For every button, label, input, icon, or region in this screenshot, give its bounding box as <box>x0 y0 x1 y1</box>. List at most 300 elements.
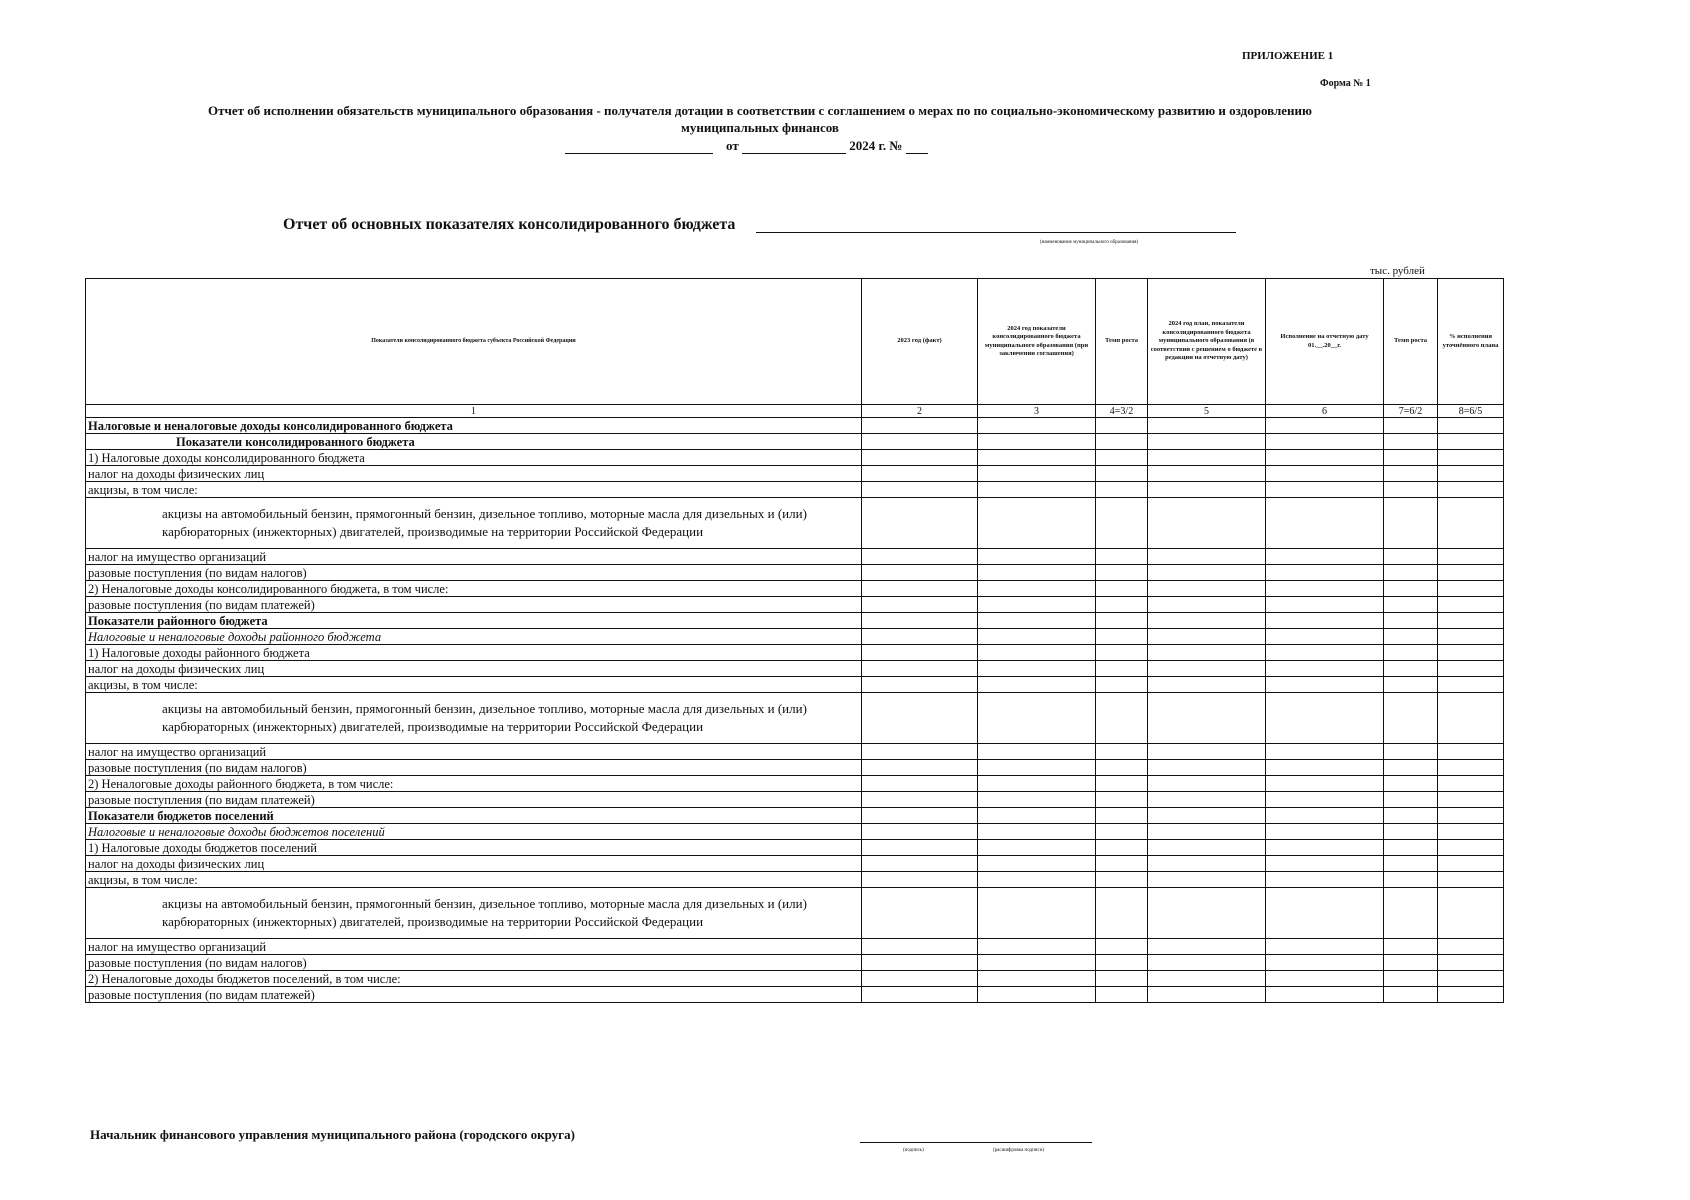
table-row <box>86 744 1504 760</box>
value-cell[interactable] <box>1148 971 1266 987</box>
row-label: разовые поступления (по видам налогов) <box>86 565 862 581</box>
value-cell[interactable] <box>1096 693 1148 744</box>
report-heading: Отчет об основных показателях консолидированного бюджета <box>283 216 736 233</box>
value-cell[interactable] <box>978 549 1096 565</box>
table-row <box>86 987 1504 1003</box>
value-cell[interactable] <box>978 939 1096 955</box>
value-cell[interactable] <box>1266 434 1384 450</box>
value-cell[interactable] <box>1266 645 1384 661</box>
value-cell[interactable] <box>1096 597 1148 613</box>
appendix-label: ПРИЛОЖЕНИЕ 1 <box>1242 50 1334 62</box>
row-label: налог на доходы физических лиц <box>86 661 862 677</box>
table-body <box>86 418 1504 1003</box>
row-label: 1) Налоговые доходы консолидированного бюджета <box>86 450 862 466</box>
row-label: 2) Неналоговые доходы районного бюджета, в том числе: <box>86 776 862 792</box>
row-label: разовые поступления (по видам налогов) <box>86 955 862 971</box>
table-row <box>86 418 1504 434</box>
value-cell[interactable] <box>1096 987 1148 1003</box>
value-cell[interactable] <box>862 482 978 498</box>
value-cell[interactable] <box>1438 629 1504 645</box>
value-cell[interactable] <box>1438 549 1504 565</box>
value-cell[interactable] <box>1148 482 1266 498</box>
value-cell[interactable] <box>1384 565 1438 581</box>
value-cell[interactable] <box>978 434 1096 450</box>
value-cell[interactable] <box>978 677 1096 693</box>
table-row <box>86 824 1504 840</box>
value-cell[interactable] <box>978 482 1096 498</box>
value-cell[interactable] <box>1096 498 1148 549</box>
table-row <box>86 856 1504 872</box>
from-label: от <box>726 138 739 153</box>
document-title-continued: муниципальных финансов <box>681 120 839 135</box>
value-cell[interactable] <box>1438 645 1504 661</box>
table-row <box>86 693 1504 744</box>
value-cell[interactable] <box>862 450 978 466</box>
value-cell[interactable] <box>1266 466 1384 482</box>
value-cell[interactable] <box>1384 987 1438 1003</box>
value-cell[interactable] <box>1384 776 1438 792</box>
column-number: 1 <box>86 405 862 418</box>
value-cell[interactable] <box>978 987 1096 1003</box>
signature-caption: (подпись) <box>903 1148 924 1153</box>
row-label: 2) Неналоговые доходы бюджетов поселений, в том числе: <box>86 971 862 987</box>
row-label: 1) Налоговые доходы бюджетов поселений <box>86 840 862 856</box>
value-cell[interactable] <box>1266 693 1384 744</box>
value-cell[interactable] <box>1096 418 1148 434</box>
row-label: 1) Налоговые доходы районного бюджета <box>86 645 862 661</box>
value-cell[interactable] <box>1148 888 1266 939</box>
value-cell[interactable] <box>862 498 978 549</box>
row-label: налог на имущество организаций <box>86 549 862 565</box>
value-cell[interactable] <box>1096 840 1148 856</box>
table-row <box>86 776 1504 792</box>
value-cell[interactable] <box>978 613 1096 629</box>
value-cell[interactable] <box>1438 971 1504 987</box>
value-cell[interactable] <box>978 792 1096 808</box>
value-cell[interactable] <box>1384 792 1438 808</box>
row-label: налог на имущество организаций <box>86 939 862 955</box>
value-cell[interactable] <box>1266 888 1384 939</box>
form-number: Форма № 1 <box>1320 78 1371 89</box>
value-cell[interactable] <box>1438 450 1504 466</box>
table-row <box>86 466 1504 482</box>
value-cell[interactable] <box>978 565 1096 581</box>
value-cell[interactable] <box>1384 955 1438 971</box>
value-cell[interactable] <box>1148 549 1266 565</box>
value-cell[interactable] <box>1384 939 1438 955</box>
value-cell[interactable] <box>1384 661 1438 677</box>
value-cell[interactable] <box>1096 792 1148 808</box>
value-cell[interactable] <box>1148 939 1266 955</box>
value-cell[interactable] <box>1096 645 1148 661</box>
value-cell[interactable] <box>1266 939 1384 955</box>
value-cell[interactable] <box>1148 466 1266 482</box>
table-header-row <box>86 279 1504 405</box>
table-row <box>86 971 1504 987</box>
value-cell[interactable] <box>1266 808 1384 824</box>
value-cell[interactable] <box>862 549 978 565</box>
table-row <box>86 645 1504 661</box>
row-label: разовые поступления (по видам платежей) <box>86 987 862 1003</box>
column-header: 2024 год план, показатели консолидированного бюджета муниципального образования (в соответствии с решением о бюджете в редакции на отчетную дату) <box>1148 279 1266 405</box>
value-cell[interactable] <box>1438 466 1504 482</box>
value-cell[interactable] <box>1148 613 1266 629</box>
value-cell[interactable] <box>1096 482 1148 498</box>
value-cell[interactable] <box>1384 824 1438 840</box>
value-cell[interactable] <box>1266 565 1384 581</box>
value-cell[interactable] <box>1096 888 1148 939</box>
table-row <box>86 629 1504 645</box>
value-cell[interactable] <box>978 888 1096 939</box>
value-cell[interactable] <box>1266 971 1384 987</box>
value-cell[interactable] <box>1438 856 1504 872</box>
value-cell[interactable] <box>1096 450 1148 466</box>
value-cell[interactable] <box>1148 418 1266 434</box>
value-cell[interactable] <box>862 645 978 661</box>
value-cell[interactable] <box>1148 581 1266 597</box>
value-cell[interactable] <box>978 971 1096 987</box>
value-cell[interactable] <box>1266 760 1384 776</box>
value-cell[interactable] <box>1096 939 1148 955</box>
value-cell[interactable] <box>1148 645 1266 661</box>
row-label: Налоговые и неналоговые доходы консолидированного бюджета <box>86 418 862 434</box>
table-row <box>86 581 1504 597</box>
row-label: разовые поступления (по видам платежей) <box>86 597 862 613</box>
value-cell[interactable] <box>1148 824 1266 840</box>
from-blank <box>742 141 846 154</box>
value-cell[interactable] <box>1438 808 1504 824</box>
value-cell[interactable] <box>862 661 978 677</box>
value-cell[interactable] <box>1096 808 1148 824</box>
column-number: 3 <box>978 405 1096 418</box>
row-label: налог на имущество организаций <box>86 744 862 760</box>
value-cell[interactable] <box>978 498 1096 549</box>
value-cell[interactable] <box>1384 677 1438 693</box>
value-cell[interactable] <box>1148 661 1266 677</box>
table-row <box>86 939 1504 955</box>
value-cell[interactable] <box>862 418 978 434</box>
table-row <box>86 661 1504 677</box>
value-cell[interactable] <box>1384 840 1438 856</box>
value-cell[interactable] <box>1266 744 1384 760</box>
value-cell[interactable] <box>1266 613 1384 629</box>
value-cell[interactable] <box>862 939 978 955</box>
value-cell[interactable] <box>862 840 978 856</box>
value-cell[interactable] <box>1266 677 1384 693</box>
value-cell[interactable] <box>1438 418 1504 434</box>
value-cell[interactable] <box>1148 498 1266 549</box>
value-cell[interactable] <box>1384 888 1438 939</box>
value-cell[interactable] <box>1384 466 1438 482</box>
table-row <box>86 450 1504 466</box>
column-number: 7=6/2 <box>1384 405 1438 418</box>
value-cell[interactable] <box>862 987 978 1003</box>
value-cell[interactable] <box>1148 597 1266 613</box>
value-cell[interactable] <box>862 792 978 808</box>
row-label: Показатели бюджетов поселений <box>86 808 862 824</box>
table-row <box>86 760 1504 776</box>
value-cell[interactable] <box>1438 434 1504 450</box>
value-cell[interactable] <box>1148 840 1266 856</box>
municipality-caption: (наименование муниципального образования) <box>1040 240 1139 245</box>
column-header: Исполнение на отчетную дату 01.__.20__г. <box>1266 279 1384 405</box>
document-title: Отчет об исполнении обязательств муниципального образования - получателя дотации в соответствии с соглашением о мерах по по социально-экономическому развитию и оздоровлению <box>208 103 1312 118</box>
table-row <box>86 792 1504 808</box>
value-cell[interactable] <box>1438 581 1504 597</box>
value-cell[interactable] <box>978 661 1096 677</box>
table-row <box>86 565 1504 581</box>
value-cell[interactable] <box>862 629 978 645</box>
value-cell[interactable] <box>1438 776 1504 792</box>
value-cell[interactable] <box>1438 888 1504 939</box>
value-cell[interactable] <box>1384 971 1438 987</box>
value-cell[interactable] <box>978 645 1096 661</box>
value-cell[interactable] <box>978 840 1096 856</box>
value-cell[interactable] <box>1266 840 1384 856</box>
value-cell[interactable] <box>1384 450 1438 466</box>
value-cell[interactable] <box>978 760 1096 776</box>
value-cell[interactable] <box>1148 776 1266 792</box>
value-cell[interactable] <box>862 971 978 987</box>
signature-line <box>860 1142 1092 1143</box>
value-cell[interactable] <box>1266 581 1384 597</box>
value-cell[interactable] <box>1384 581 1438 597</box>
value-cell[interactable] <box>862 434 978 450</box>
column-number: 6 <box>1266 405 1384 418</box>
row-label: разовые поступления (по видам платежей) <box>86 792 862 808</box>
value-cell[interactable] <box>862 776 978 792</box>
value-cell[interactable] <box>1438 987 1504 1003</box>
column-number: 5 <box>1148 405 1266 418</box>
value-cell[interactable] <box>1266 450 1384 466</box>
value-cell[interactable] <box>862 955 978 971</box>
value-cell[interactable] <box>978 744 1096 760</box>
value-cell[interactable] <box>1096 549 1148 565</box>
value-cell[interactable] <box>1438 693 1504 744</box>
value-cell[interactable] <box>978 581 1096 597</box>
value-cell[interactable] <box>1096 581 1148 597</box>
row-label: акцизы на автомобильный бензин, прямогонный бензин, дизельное топливо, моторные масла для дизельных и (или) карбюраторных (инжекторных) двигателей, производимые на территории Российской Федерации <box>86 693 862 744</box>
value-cell[interactable] <box>1438 613 1504 629</box>
value-cell[interactable] <box>978 693 1096 744</box>
value-cell[interactable] <box>1148 693 1266 744</box>
value-cell[interactable] <box>1266 629 1384 645</box>
value-cell[interactable] <box>1384 597 1438 613</box>
value-cell[interactable] <box>1384 693 1438 744</box>
value-cell[interactable] <box>1384 418 1438 434</box>
value-cell[interactable] <box>862 581 978 597</box>
row-label: налог на доходы физических лиц <box>86 466 862 482</box>
value-cell[interactable] <box>978 418 1096 434</box>
year-label: 2024 г. № <box>849 138 903 153</box>
value-cell[interactable] <box>1148 565 1266 581</box>
value-cell[interactable] <box>1096 856 1148 872</box>
value-cell[interactable] <box>1096 434 1148 450</box>
report-table <box>85 278 1504 1003</box>
value-cell[interactable] <box>1438 939 1504 955</box>
value-cell[interactable] <box>1096 776 1148 792</box>
value-cell[interactable] <box>1148 955 1266 971</box>
value-cell[interactable] <box>862 760 978 776</box>
value-cell[interactable] <box>978 629 1096 645</box>
value-cell[interactable] <box>862 565 978 581</box>
value-cell[interactable] <box>862 824 978 840</box>
row-label: разовые поступления (по видам налогов) <box>86 760 862 776</box>
value-cell[interactable] <box>862 613 978 629</box>
value-cell[interactable] <box>1148 760 1266 776</box>
value-cell[interactable] <box>1266 776 1384 792</box>
value-cell[interactable] <box>1384 482 1438 498</box>
value-cell[interactable] <box>978 872 1096 888</box>
value-cell[interactable] <box>978 466 1096 482</box>
table-row <box>86 677 1504 693</box>
value-cell[interactable] <box>1096 971 1148 987</box>
table-row <box>86 808 1504 824</box>
value-cell[interactable] <box>1438 792 1504 808</box>
table-row <box>86 549 1504 565</box>
row-label: Налоговые и неналоговые доходы бюджетов поселений <box>86 824 862 840</box>
row-label: налог на доходы физических лиц <box>86 856 862 872</box>
value-cell[interactable] <box>1438 824 1504 840</box>
column-header: Показатели консолидированного бюджета субъекта Российской Федерации <box>86 279 862 405</box>
value-cell[interactable] <box>1148 872 1266 888</box>
value-cell[interactable] <box>1148 450 1266 466</box>
value-cell[interactable] <box>1384 872 1438 888</box>
row-label: 2) Неналоговые доходы консолидированного бюджета, в том числе: <box>86 581 862 597</box>
value-cell[interactable] <box>862 744 978 760</box>
table-row <box>86 597 1504 613</box>
signature-decode-caption: (расшифровка подписи) <box>993 1148 1045 1153</box>
table-row <box>86 955 1504 971</box>
value-cell[interactable] <box>1438 597 1504 613</box>
table-row <box>86 498 1504 549</box>
value-cell[interactable] <box>1148 856 1266 872</box>
table-row <box>86 872 1504 888</box>
value-cell[interactable] <box>1096 466 1148 482</box>
value-cell[interactable] <box>978 955 1096 971</box>
value-cell[interactable] <box>978 824 1096 840</box>
column-header: Темп роста <box>1384 279 1438 405</box>
value-cell[interactable] <box>1266 418 1384 434</box>
value-cell[interactable] <box>1438 744 1504 760</box>
row-label: акцизы на автомобильный бензин, прямогонный бензин, дизельное топливо, моторные масла для дизельных и (или) карбюраторных (инжекторных) двигателей, производимые на территории Российской Федерации <box>86 498 862 549</box>
value-cell[interactable] <box>1384 645 1438 661</box>
column-number: 2 <box>862 405 978 418</box>
value-cell[interactable] <box>978 450 1096 466</box>
value-cell[interactable] <box>862 597 978 613</box>
value-cell[interactable] <box>1384 434 1438 450</box>
value-cell[interactable] <box>862 888 978 939</box>
value-cell[interactable] <box>1148 629 1266 645</box>
column-header: 2024 год показатели консолидированного бюджета муниципального образования (при заключении соглашения) <box>978 279 1096 405</box>
value-cell[interactable] <box>1384 613 1438 629</box>
value-cell[interactable] <box>1266 661 1384 677</box>
value-cell[interactable] <box>1266 955 1384 971</box>
value-cell[interactable] <box>1148 808 1266 824</box>
table-row <box>86 434 1504 450</box>
value-cell[interactable] <box>862 466 978 482</box>
value-cell[interactable] <box>1266 498 1384 549</box>
column-numbers-row <box>86 405 1504 418</box>
value-cell[interactable] <box>1148 792 1266 808</box>
column-header: Темп роста <box>1096 279 1148 405</box>
value-cell[interactable] <box>1266 872 1384 888</box>
value-cell[interactable] <box>1266 482 1384 498</box>
value-cell[interactable] <box>1096 629 1148 645</box>
column-number: 4=3/2 <box>1096 405 1148 418</box>
value-cell[interactable] <box>1384 498 1438 549</box>
value-cell[interactable] <box>978 808 1096 824</box>
value-cell[interactable] <box>1384 744 1438 760</box>
column-header: 2023 год (факт) <box>862 279 978 405</box>
value-cell[interactable] <box>978 597 1096 613</box>
value-cell[interactable] <box>1384 629 1438 645</box>
value-cell[interactable] <box>978 856 1096 872</box>
value-cell[interactable] <box>1266 987 1384 1003</box>
value-cell[interactable] <box>1438 677 1504 693</box>
value-cell[interactable] <box>1438 872 1504 888</box>
value-cell[interactable] <box>1266 597 1384 613</box>
value-cell[interactable] <box>1438 661 1504 677</box>
value-cell[interactable] <box>1438 482 1504 498</box>
value-cell[interactable] <box>862 808 978 824</box>
value-cell[interactable] <box>1438 840 1504 856</box>
row-label: Показатели районного бюджета <box>86 613 862 629</box>
value-cell[interactable] <box>1438 498 1504 549</box>
table-row <box>86 613 1504 629</box>
table-row <box>86 888 1504 939</box>
value-cell[interactable] <box>1096 613 1148 629</box>
value-cell[interactable] <box>1438 565 1504 581</box>
value-cell[interactable] <box>1096 677 1148 693</box>
value-cell[interactable] <box>1384 760 1438 776</box>
value-cell[interactable] <box>1148 987 1266 1003</box>
value-cell[interactable] <box>1266 856 1384 872</box>
value-cell[interactable] <box>1266 549 1384 565</box>
value-cell[interactable] <box>862 872 978 888</box>
value-cell[interactable] <box>1148 677 1266 693</box>
value-cell[interactable] <box>1148 744 1266 760</box>
row-label: Показатели консолидированного бюджета <box>86 434 862 450</box>
row-label: акцизы, в том числе: <box>86 482 862 498</box>
value-cell[interactable] <box>1096 744 1148 760</box>
value-cell[interactable] <box>1096 955 1148 971</box>
value-cell[interactable] <box>862 677 978 693</box>
value-cell[interactable] <box>862 693 978 744</box>
value-cell[interactable] <box>1266 824 1384 840</box>
value-cell[interactable] <box>1266 792 1384 808</box>
value-cell[interactable] <box>1096 872 1148 888</box>
units-label: тыс. рублей <box>1370 265 1425 277</box>
value-cell[interactable] <box>978 776 1096 792</box>
value-cell[interactable] <box>1384 549 1438 565</box>
value-cell[interactable] <box>1096 565 1148 581</box>
value-cell[interactable] <box>1438 955 1504 971</box>
value-cell[interactable] <box>1384 808 1438 824</box>
value-cell[interactable] <box>1096 824 1148 840</box>
value-cell[interactable] <box>1096 661 1148 677</box>
value-cell[interactable] <box>862 856 978 872</box>
value-cell[interactable] <box>1096 760 1148 776</box>
value-cell[interactable] <box>1438 760 1504 776</box>
signer-title: Начальник финансового управления муниципального района (городского округа) <box>90 1127 575 1142</box>
row-label: акцизы на автомобильный бензин, прямогонный бензин, дизельное топливо, моторные масла для дизельных и (или) карбюраторных (инжекторных) двигателей, производимые на территории Российской Федерации <box>86 888 862 939</box>
row-label: акцизы, в том числе: <box>86 872 862 888</box>
municipality-name-line <box>756 232 1236 233</box>
row-label: Налоговые и неналоговые доходы районного бюджета <box>86 629 862 645</box>
value-cell[interactable] <box>1148 434 1266 450</box>
value-cell[interactable] <box>1384 856 1438 872</box>
